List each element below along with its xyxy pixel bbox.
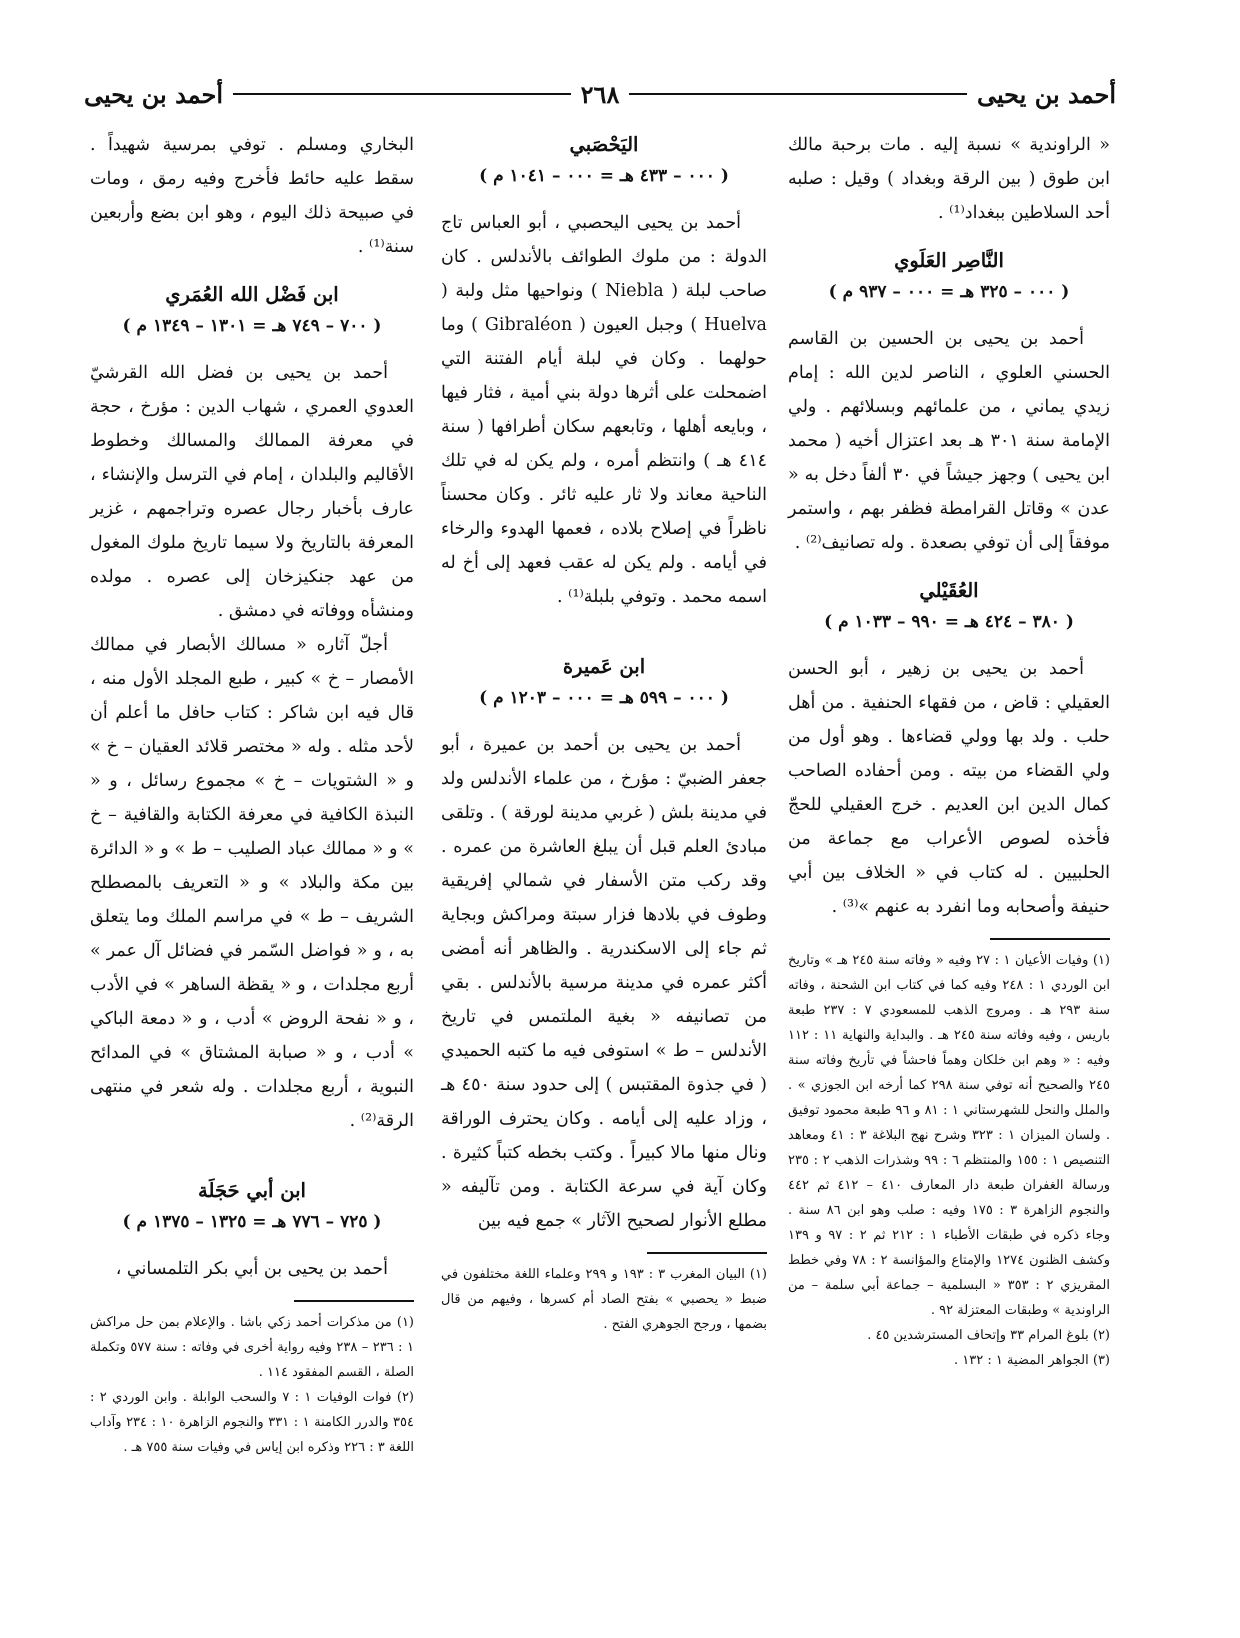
- column-right: [788, 128, 1110, 1373]
- footnote-1: (١) وفيات الأعيان ١ : ٢٧ وفيه « وفاته سنة ٢٤٥ هـ » وتاريخ ابن الوردي ١ : ٢٤٨ وفيه كما في كتاب ابن الشحنة ، وفاته سنة ٢٩٣ هـ . ومروج الذهب للمسعودي ٧ : ٢٣٧ طبعة باريس ، وفيه وفاته سنة ٢٤٥ هـ . والبداية والنهاية ١١ : ١١٢ وفيه : « وهم ابن خلكان وهماً فاحشاً في تأريخ وفاته سنة ٢٤٥ والصحيح أنه توفي سنة ٢٩٨ كما أرخه ابن الجوزي » . والملل والنحل للشهرستاني ١ : ٨١ و ٩٦ طبعة محمود توفيق . ولسان الميزان ١ : ٣٢٣ وشرح نهج البلاغة ٣ : ٤١ ومعاهد التنصيص ١ : ١٥٥ والمنتظم ٦ : ٩٩ وشذرات الذهب ٢ : ٢٣٥ ورسالة الغفران طبعة دار المعارف ٤١٠ – ٤١٢ ثم ٤٤٢ والنجوم الزاهرة ٣ : ١٧٥ وفيه : صلب وهو ابن ٨٦ سنة . وجاء ذكره في طبقات الأطباء ١ : ٢١٢ ثم ٢ : ٩٧ و ١٣٩ وكشف الظنون ١٢٧٤ والإمتاع والمؤانسة ٢ : ٧٨ وفي خطط المقريزي ٢ : ٣٥٣ « البسلمية – جماعة أبي سلمة – من الراوندية » وطبقات المعتزلة ٩٢ .: [788, 953, 1111, 1318]
- footnote-rule: [294, 1300, 414, 1302]
- entry-dates-yahsubi: ( ٠٠٠ – ٤٣٣ هـ = ٠٠٠ – ١٠٤١ م ): [479, 166, 729, 186]
- entry-text-ibn-fadlallah: أحمد بن يحيى بن فضل الله القرشيّ العدوي العمري ، شهاب الدين : مؤرخ ، حجة في معرفة الممالك والمسالك وخطوط الأقاليم والبلدان ، إمام في الترسل والإنشاء ، عارف بأخبار رجال عصره وتراجمهم ، غزير المعرفة بالتاريخ ولا سيما تاريخ ملوك المغول من عهد جنكيزخان إلى عصره . مولده ومنشأه ووفاته في دمشق .: [90, 363, 414, 621]
- entry-dates-ibn-abi-hajala: ( ٧٢٥ – ٧٧٦ هـ = ١٣٢٥ – ١٣٧٥ م ): [122, 1212, 382, 1232]
- entry-title-ibn-abi-hajala: ابن أبي حَجَلَة: [198, 1179, 306, 1202]
- entry-text-uqayli: أحمد بن يحيى بن زهير ، أبو الحسن العقيلي : قاض ، من فقهاء الحنفية . من أهل حلب . ولد بها وولي قضاءها . وهو أول من ولي القضاء من بيته . ومن أحفاده الصاحب كمال الدين ابن العديم . خرج العقيلي للحجّ فأخذه لصوص الأعراب مع جماعة من الحلبيين . له كتاب في « الخلاف بين أبي حنيفة وأصحابه وما انفرد به عنهم »⁽³⁾ .: [788, 659, 1110, 917]
- entry-title-ibn-fadlallah: ابن فَضْل الله العُمَري: [165, 283, 339, 306]
- header-rule-left: [233, 93, 571, 95]
- footnote-1: (١) من مذكرات أحمد زكي باشا . والإعلام بمن حل مراكش ١ : ٢٣٦ – ٢٣٨ وفيه رواية أخرى في وفاته : سنة ٥٧٧ وتكملة الصلة ، القسم المفقود ١١٤ .: [90, 1315, 415, 1380]
- entry-title-ibn-amira: ابن عَميرة: [562, 655, 646, 678]
- entry-dates-nasir: ( ٠٠٠ – ٣٢٥ هـ = ٠٠٠ – ٩٣٧ م ): [828, 282, 1070, 302]
- entry-text-ibn-fadlallah-works: أجلّ آثاره « مسالك الأبصار في ممالك الأمصار – خ » كبير ، طبع المجلد الأول منه ، قال فيه ابن شاكر : كتاب حافل ما أعلم أن لأحد مثله . وله « مختصر قلائد العقيان – خ » و « الشتويات – خ » مجموع رسائل ، و « النبذة الكافية في معرفة الكتابة والقافية – خ » و « ممالك عباد الصليب – ط » و « الدائرة بين مكة والبلاد » و « التعريف بالمصطلح الشريف – ط » في مراسم الملك وما يتعلق به ، و « فواضل السّمر في فضائل آل عمر » أربع مجلدات ، و « يقظة الساهر » في الأدب ، و « نفحة الروض » أدب ، و « دمعة الباكي » أدب ، و « صبابة المشتاق » في المدائح النبوية ، أربع مجلدات . وله شعر في منتهى الرقة⁽²⁾ .: [90, 635, 414, 1131]
- entry-title-uqayli: العُقَيْلي: [919, 579, 979, 602]
- footnote-1: (١) البيان المغرب ٣ : ١٩٣ و ٢٩٩ وعلماء اللغة مختلفون في ضبط « يحصبي » بفتح الصاد أم كسرها ، وفيهم من قال بضمها ، ورجح الجوهري الفتح .: [441, 1267, 767, 1332]
- footnote-rule: [990, 938, 1110, 940]
- footnote-2: (٢) فوات الوفيات ١ : ٧ والسحب الوابلة . وابن الوردي ٢ : ٣٥٤ والدرر الكامنة ١ : ٣٣١ والنجوم الزاهرة ١٠ : ٢٣٤ وآداب اللغة ٣ : ٢٢٦ وذكره ابن إياس في وفيات سنة ٧٥٥ هـ .: [90, 1390, 414, 1455]
- entry-spacer: [90, 1138, 414, 1160]
- continued-paragraph: البخاري ومسلم . توفي بمرسية شهيداً . سقط عليه حائط فأخرج وفيه رمق ، ومات في صبيحة ذلك اليوم ، وهو ابن بضع وأربعين سنة⁽¹⁾ .: [90, 135, 414, 257]
- page-header: [84, 74, 1116, 114]
- running-head-left: أحمد بن يحيى: [83, 79, 224, 109]
- footnote-3: (٣) الجواهر المضية ١ : ١٣٢ .: [954, 1353, 1110, 1368]
- entry-title-yahsubi: اليَحْصَبي: [569, 133, 639, 156]
- running-head-right: أحمد بن يحيى: [976, 79, 1116, 109]
- footnote-2: (٢) بلوغ المرام ٣٣ وإتحاف المسترشدين ٤٥ .: [867, 1328, 1110, 1343]
- entry-dates-ibn-fadlallah: ( ٧٠٠ – ٧٤٩ هـ = ١٣٠١ – ١٣٤٩ م ): [122, 316, 382, 336]
- continued-paragraph: « الراوندية » نسبة إليه . مات برحبة مالك ابن طوق ( بين الرقة وبغداد ) وقيل : صلبه أحد السلاطين ببغداد⁽¹⁾ .: [788, 135, 1110, 223]
- entry-text-yahsubi: أحمد بن يحيى اليحصبي ، أبو العباس تاج الدولة : من ملوك الطوائف بالأندلس . كان صاحب لبلة ( Niebla ) ونواحيها مثل ولبة ( Huelva ) وجبل العيون ( Gibraléon ) وما حولهما . وكان في لبلة أيام الفتنة التي اضمحلت على أثرها دولة بني أمية ، فثار فيها ، وبايعه أهلها ، وتابعهم سكان أطرافها ( سنة ٤١٤ هـ ) وانتظم أمره ، ولم يكن له في تلك الناحية معاند ولا ثار عليه ثائر . وكان محسناً ناظراً في إصلاح بلاده ، فعمها الهدوء والرخاء في أيامه . ولم يكن له عقب فعهد إلى أخ له اسمه محمد . وتوفي بلبلة⁽¹⁾ .: [441, 213, 767, 607]
- column-left: [90, 128, 414, 1460]
- entry-dates-ibn-amira: ( ٠٠٠ – ٥٩٩ هـ = ٠٠٠ – ١٢٠٣ م ): [479, 688, 729, 708]
- entry-text-ibn-abi-hajala: أحمد بن يحيى بن أبي بكر التلمساني ،: [115, 1259, 388, 1279]
- entry-title-nasir: النَّاصِر العَلَوي: [894, 249, 1004, 272]
- footnote-rule: [647, 1252, 767, 1254]
- page-number: ٢٦٨: [580, 79, 620, 109]
- column-middle: [441, 128, 767, 1337]
- entry-text-ibn-amira: أحمد بن يحيى بن أحمد بن عميرة ، أبو جعفر الضبيّ : مؤرخ ، من علماء الأندلس ولد في مدينة بلش ( غربي مدينة لورقة ) . وتلقى مبادئ العلم قبل أن يبلغ العاشرة من عمره . وقد ركب متن الأسفار في شمالي إفريقية وطوف في بلادها فزار سبتة ومراكش وبجاية ثم جاء إلى الاسكندرية . والظاهر أنه أمضى أكثر عمره في مدينة مرسية بالأندلس . بقي من تصانيفه « بغية الملتمس في تاريخ الأندلس – ط » استوفى فيه ما كتبه الحميدي ( في جذوة المقتبس ) إلى حدود سنة ٤٥٠ هـ ، وزاد عليه إلى أيامه . وكان يحترف الوراقة ونال منها مالا كبيراً . وكتب بخطه كتباً كثيرة . وكان آية في سرعة الكتابة . ومن تآليفه « مطلع الأنوار لصحيح الآثار » جمع فيه بين: [441, 735, 767, 1231]
- entry-dates-uqayli: ( ٣٨٠ – ٤٢٤ هـ = ٩٩٠ – ١٠٣٣ م ): [824, 612, 1074, 632]
- entry-spacer: [441, 614, 767, 636]
- entry-text-nasir: أحمد بن يحيى بن الحسين بن القاسم الحسني العلوي ، الناصر لدين الله : إمام زيدي يماني ، من علمائهم وبسلائهم . ولي الإمامة سنة ٣٠١ هـ بعد اعتزال أخيه ( محمد ابن يحيى ) وجهز جيشاً في ٣٠ ألفاً دخل به « عدن » وقاتل القرامطة فظفر بهم ، واستمر موفقاً إلى أن توفي بصعدة . وله تصانيف⁽²⁾ .: [788, 329, 1110, 553]
- header-rule-right: [629, 93, 967, 95]
